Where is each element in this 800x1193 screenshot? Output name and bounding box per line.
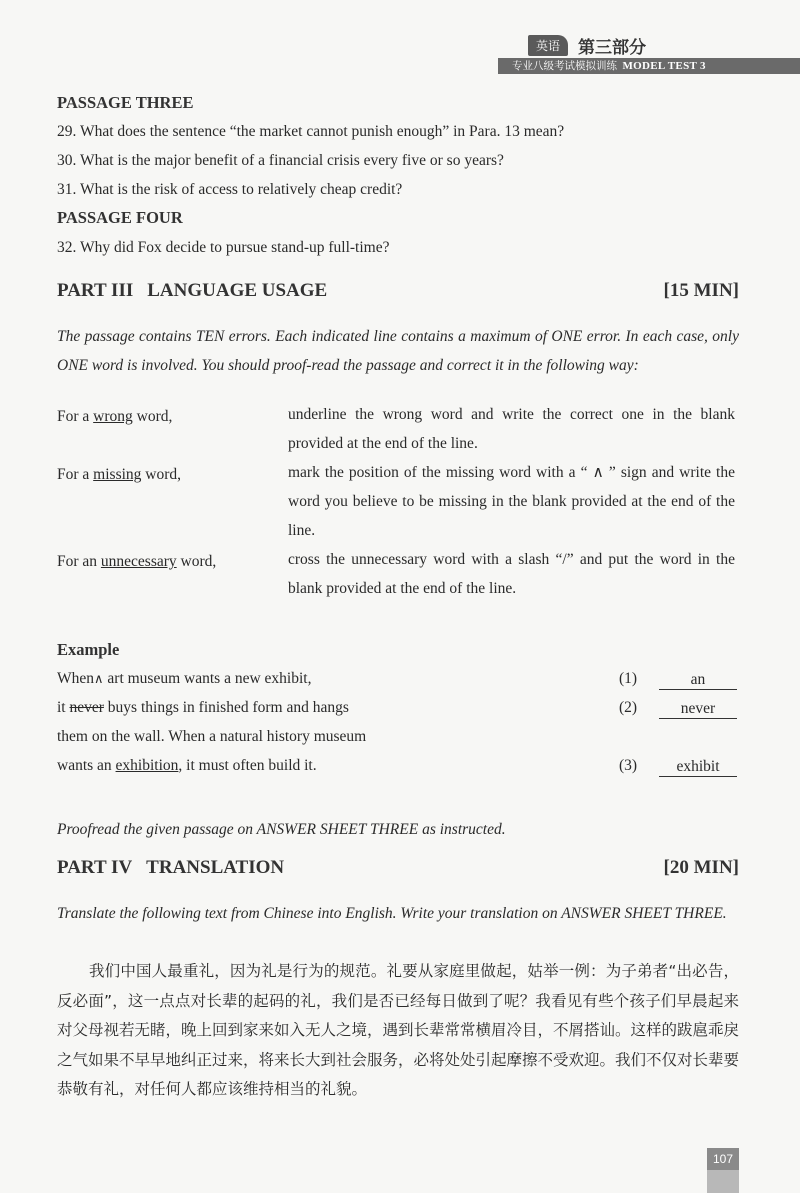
example-number-2: (2) [619, 699, 638, 716]
example-line-3: them on the wall. When a natural history museum [57, 728, 367, 745]
rule-key: missing [93, 466, 142, 483]
header-top [528, 34, 646, 56]
question-30: 30. What is the major benefit of a financial crisis every five or so years? [57, 152, 504, 169]
rule-description: mark the position of the missing word with a “ ∧ ” sign and write the word you believe to be missing in the blank provided at the end of the line. [288, 464, 735, 539]
example-answer-1: an [659, 670, 737, 690]
rule-key: unnecessary [100, 553, 177, 570]
example-line-4: wants an exhibition, it must often build it. (3) exhibit [57, 757, 739, 775]
test-title: MODEL TEST 3 [622, 60, 706, 72]
rule-label: For an unnecessary word, [57, 553, 217, 570]
part-four-instruction: Translate the following text from Chinese into English. Write your translation on ANSWER SHEET THREE. [57, 905, 727, 922]
caret-mark: ∧ [94, 672, 104, 687]
rule-description: underline the wrong word and write the correct one in the blank provided at the end of the line. [288, 406, 735, 452]
chinese-passage: 我们中国人最重礼，因为礼是行为的规范。礼要从家庭里做起，姑举一例：为子弟者“出必告，反必面”，这一点点对长辈的起码的礼，我们是否已经每日做到了呢？我看见有些个孩子们早晨起来对父母视若无睹，晚上回到家来如入无人之境，遇到长辈常常横眉冷目，不屑搭讪。这样的跋扈乖戾之气如果不早早地纠正过来，将来长大到社会服务，必将处处引起摩擦不受欢迎。我们不仅对长辈要恭敬有礼，对任何人都应该维持相当的礼貌。 [57, 962, 740, 1098]
underlined-word: exhibition [115, 757, 179, 774]
part-three-number: PART III [57, 280, 134, 301]
rule-description: cross the unnecessary word with a slash “/” and put the word in the blank provided at the end of the line. [288, 551, 735, 597]
page-number: 107 [707, 1148, 739, 1170]
question-32: 32. Why did Fox decide to pursue stand-up full-time? [57, 239, 390, 256]
rule-label: For a missing word, [57, 466, 182, 483]
part-three-time: [15 MIN] [663, 280, 739, 301]
passage-four-heading: PASSAGE FOUR [57, 208, 183, 227]
part-three-heading [57, 280, 739, 302]
rule-label: For a wrong word, [57, 408, 173, 425]
part-four-time: [20 MIN] [663, 857, 739, 878]
passage-three-heading: PASSAGE THREE [57, 93, 194, 112]
struck-word: never [69, 699, 104, 716]
subject-tag: 英语 [528, 35, 568, 56]
series-title: 专业八级考试模拟训练 [512, 60, 617, 72]
part-three-instruction: The passage contains TEN errors. Each indicated line contains a maximum of ONE error. In each case, only ONE word is involved. You should proof-read the passage and correct it in the following way: [57, 328, 739, 374]
page-header [498, 34, 800, 76]
part-four-heading [57, 857, 739, 879]
example-answer-3: exhibit [659, 757, 737, 777]
example-heading: Example [57, 640, 120, 659]
example-line-2: it never buys things in finished form and hangs (2) never [57, 699, 739, 717]
example-number-3: (3) [619, 757, 638, 774]
part-four-title: TRANSLATION [146, 857, 285, 878]
question-29: 29. What does the sentence “the market cannot punish enough” in Para. 13 mean? [57, 123, 565, 140]
part-title: 第三部分 [578, 37, 647, 58]
part-four-number: PART IV [57, 857, 133, 878]
example-line-1: When∧ art museum wants a new exhibit, (1) an [57, 670, 739, 688]
header-bar [498, 58, 800, 74]
rule-key: wrong [93, 408, 133, 425]
part-three-closing: Proofread the given passage on ANSWER SHEET THREE as instructed. [57, 821, 506, 838]
part-three-title: LANGUAGE USAGE [147, 280, 328, 301]
question-31: 31. What is the risk of access to relatively cheap credit? [57, 181, 403, 198]
example-answer-2: never [659, 699, 737, 719]
example-number-1: (1) [619, 670, 638, 687]
page-edge-tab [707, 1170, 739, 1193]
